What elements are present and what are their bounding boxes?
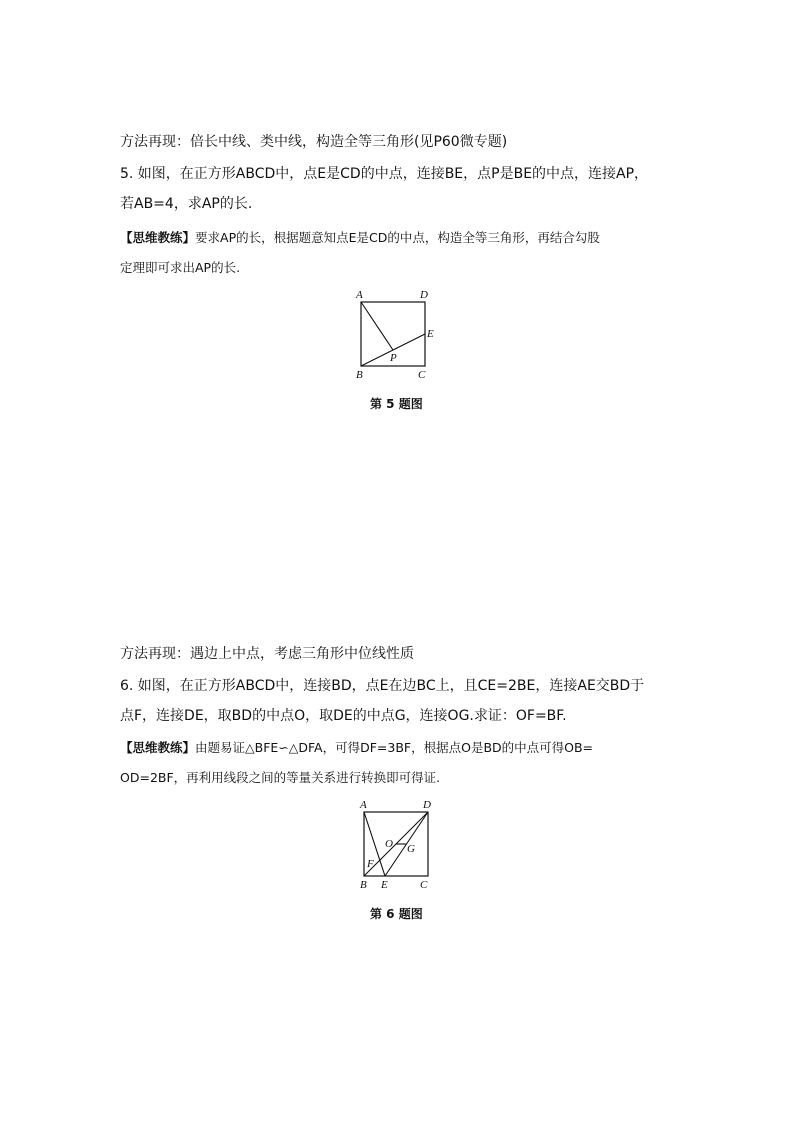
label-d: D	[420, 289, 428, 301]
tip-5-line-1	[120, 228, 600, 248]
segment-ap	[361, 302, 393, 350]
tip-6-text: 由题易证△BFE∽△DFA，可得DF=3BF，根据点O是BD的中点可得OB=	[195, 740, 594, 755]
question-5-line-1: 5. 如图，在正方形ABCD中，点E是CD的中点，连接BE，点P是BE的中点，连接AP，	[120, 166, 649, 182]
question-6-line-1: 6. 如图，在正方形ABCD中，连接BD，点E在边BC上，且CE=2BE，连接AE交BD于	[120, 678, 645, 694]
figure-5-caption: 第 5 题图	[370, 397, 423, 411]
figure-6-diagram	[340, 796, 450, 896]
label-b: B	[356, 369, 363, 381]
label-c: C	[420, 879, 428, 891]
tip-6-line-2: OD=2BF，再利用线段之间的等量关系进行转换即可得证.	[120, 770, 441, 785]
label-a: A	[356, 289, 363, 301]
label-e: E	[427, 328, 434, 340]
method-heading-6: 方法再现：遇边上中点，考虑三角形中位线性质	[120, 646, 414, 662]
label-a: A	[360, 799, 367, 811]
tip-5-line-2: 定理即可求出AP的长.	[120, 260, 241, 275]
label-b: B	[360, 879, 367, 891]
method-heading-5: 方法再现：倍长中线、类中线，构造全等三角形(见P60微专题)	[120, 134, 508, 150]
tip-5-label: 【思维教练】	[120, 230, 196, 245]
tip-6-label: 【思维教练】	[120, 740, 196, 755]
label-f: F	[367, 858, 374, 870]
label-d: D	[423, 799, 431, 811]
label-o: O	[385, 838, 393, 850]
label-p: P	[390, 352, 397, 364]
label-e: E	[381, 879, 388, 891]
tip-6-line-1	[120, 738, 593, 758]
label-c: C	[418, 369, 426, 381]
tip-5-text: 要求AP的长，根据题意知点E是CD的中点，构造全等三角形，再结合勾股	[195, 230, 600, 245]
figure-5-diagram	[340, 286, 450, 386]
figure-6-caption: 第 6 题图	[370, 907, 423, 921]
label-g: G	[407, 843, 415, 855]
question-6-line-2: 点F，连接DE，取BD的中点O，取DE的中点G，连接OG.求证：OF=BF.	[120, 708, 567, 724]
question-5-line-2: 若AB=4，求AP的长.	[120, 196, 253, 212]
